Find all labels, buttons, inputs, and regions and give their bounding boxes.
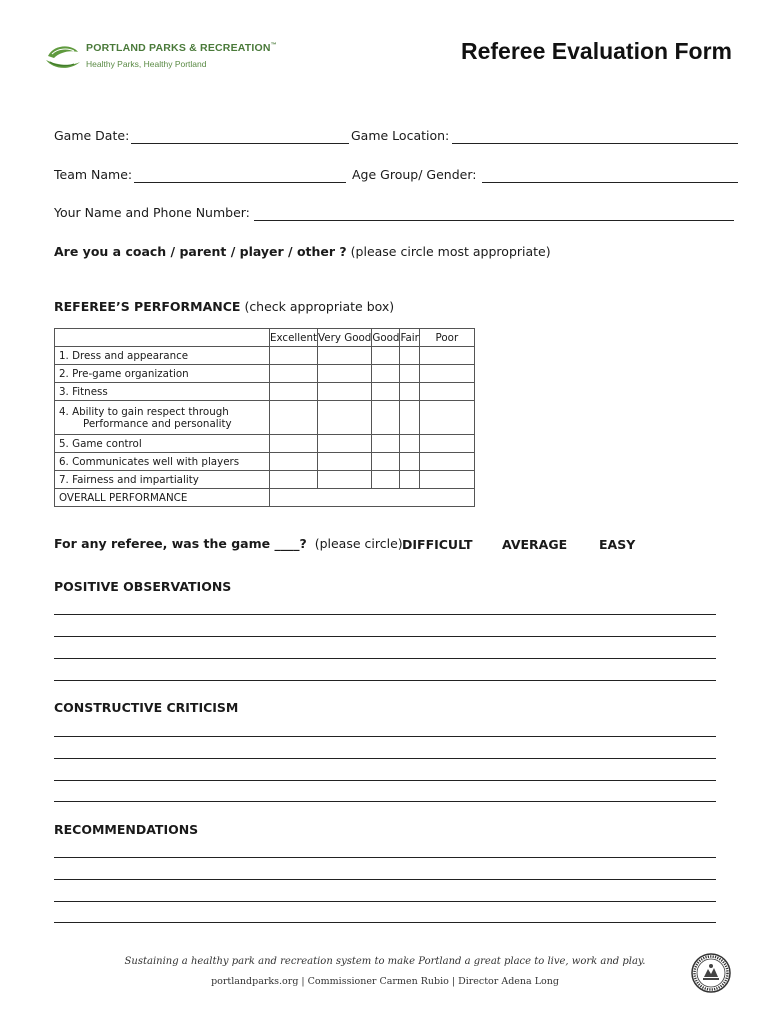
table-row (55, 383, 475, 401)
table-row (55, 471, 475, 489)
criticism-line[interactable] (54, 780, 716, 781)
criterion-label: 2. Pre-game organization (55, 365, 270, 383)
rating-checkbox[interactable] (318, 471, 372, 489)
rating-checkbox[interactable] (270, 401, 318, 435)
rating-checkbox[interactable] (270, 435, 318, 453)
footer-mission: Sustaining a healthy park and recreation system to make Portland a great place to live, work and play. (124, 956, 646, 967)
recommendation-line[interactable] (54, 879, 716, 880)
rating-header-very-good: Very Good (318, 329, 372, 347)
difficulty-question (54, 536, 403, 551)
criterion-label: 7. Fairness and impartiality (55, 471, 270, 489)
criterion-label: 3. Fitness (55, 383, 270, 401)
rating-checkbox[interactable] (400, 383, 419, 401)
criterion-label: 5. Game control (55, 435, 270, 453)
rating-checkbox[interactable] (400, 453, 419, 471)
positive-line[interactable] (54, 614, 716, 615)
your-name-field[interactable] (254, 220, 734, 221)
rating-checkbox[interactable] (318, 435, 372, 453)
criterion-label: 6. Communicates well with players (55, 453, 270, 471)
rating-checkbox[interactable] (318, 347, 372, 365)
criterion-label: 1. Dress and appearance (55, 347, 270, 365)
footer-contact: portlandparks.org | Commissioner Carmen Rubio | Director Adena Long (211, 976, 559, 987)
performance-heading (54, 299, 394, 314)
rating-checkbox[interactable] (400, 471, 419, 489)
game-date-field[interactable] (131, 143, 349, 144)
age-group-field[interactable] (482, 182, 738, 183)
org-name: PORTLAND PARKS & RECREATION™ (86, 42, 277, 54)
rating-checkbox[interactable] (372, 347, 400, 365)
difficulty-hint: (please circle) (314, 536, 403, 551)
difficulty-option-easy[interactable]: EASY (599, 537, 636, 552)
rating-checkbox[interactable] (419, 365, 474, 383)
rating-checkbox[interactable] (372, 435, 400, 453)
rating-checkbox[interactable] (372, 471, 400, 489)
rating-header-poor: Poor (419, 329, 474, 347)
performance-title: REFEREE’S PERFORMANCE (54, 299, 241, 314)
criticism-line[interactable] (54, 736, 716, 737)
rating-checkbox[interactable] (270, 471, 318, 489)
org-tagline: Healthy Parks, Healthy Portland (86, 59, 207, 69)
rating-checkbox[interactable] (372, 365, 400, 383)
positive-line[interactable] (54, 636, 716, 637)
rating-checkbox[interactable] (318, 453, 372, 471)
rating-checkbox[interactable] (318, 401, 372, 435)
criterion-label-line1: 4. Ability to gain respect through (59, 405, 229, 418)
table-row (55, 489, 475, 507)
difficulty-prompt: For any referee, was the game ____? (54, 536, 307, 551)
difficulty-option-difficult[interactable]: DIFFICULT (402, 537, 473, 552)
performance-table (54, 328, 475, 507)
org-logo (44, 42, 284, 76)
rating-checkbox[interactable] (372, 401, 400, 435)
positive-observations-heading: POSITIVE OBSERVATIONS (54, 579, 232, 594)
leaf-hands-icon (44, 42, 82, 72)
recommendation-line[interactable] (54, 901, 716, 902)
table-row (55, 365, 475, 383)
role-question-hint: (please circle most appropriate) (350, 244, 551, 259)
criteria-header (55, 329, 270, 347)
table-row (55, 453, 475, 471)
table-row (55, 435, 475, 453)
game-location-label: Game Location: (351, 128, 450, 143)
rating-checkbox[interactable] (400, 435, 419, 453)
rating-checkbox[interactable] (419, 435, 474, 453)
rating-checkbox[interactable] (400, 365, 419, 383)
criticism-line[interactable] (54, 758, 716, 759)
rating-checkbox[interactable] (270, 347, 318, 365)
table-row (55, 401, 475, 435)
recommendation-line[interactable] (54, 922, 716, 923)
rating-header-good: Good (372, 329, 400, 347)
game-location-field[interactable] (452, 143, 738, 144)
overall-rating-field[interactable] (270, 489, 475, 507)
city-seal-icon (691, 953, 731, 993)
positive-line[interactable] (54, 680, 716, 681)
rating-checkbox[interactable] (400, 347, 419, 365)
rating-checkbox[interactable] (419, 347, 474, 365)
rating-checkbox[interactable] (270, 383, 318, 401)
criticism-line[interactable] (54, 801, 716, 802)
rating-checkbox[interactable] (419, 401, 474, 435)
performance-hint: (check appropriate box) (244, 299, 395, 314)
recommendations-heading: RECOMMENDATIONS (54, 822, 199, 837)
rating-checkbox[interactable] (270, 365, 318, 383)
page-title: Referee Evaluation Form (461, 38, 732, 64)
rating-checkbox[interactable] (419, 453, 474, 471)
rating-checkbox[interactable] (400, 401, 419, 435)
difficulty-option-average[interactable]: AVERAGE (502, 537, 568, 552)
rating-checkbox[interactable] (419, 383, 474, 401)
recommendation-line[interactable] (54, 857, 716, 858)
table-row (55, 347, 475, 365)
overall-label: OVERALL PERFORMANCE (55, 489, 270, 507)
positive-line[interactable] (54, 658, 716, 659)
role-question (54, 244, 551, 259)
your-name-label: Your Name and Phone Number: (54, 205, 250, 220)
role-question-prompt: Are you a coach / parent / player / other ? (54, 244, 347, 259)
rating-checkbox[interactable] (419, 471, 474, 489)
team-name-field[interactable] (134, 182, 346, 183)
criterion-label (55, 401, 270, 435)
rating-checkbox[interactable] (372, 383, 400, 401)
constructive-criticism-heading: CONSTRUCTIVE CRITICISM (54, 700, 239, 715)
rating-header-excellent: Excellent (270, 329, 318, 347)
rating-header-fair: Fair (400, 329, 419, 347)
team-name-label: Team Name: (54, 167, 133, 182)
rating-checkbox[interactable] (318, 383, 372, 401)
age-group-label: Age Group/ Gender: (352, 167, 477, 182)
rating-checkbox[interactable] (270, 453, 318, 471)
table-header-row (55, 329, 475, 347)
game-date-label: Game Date: (54, 128, 130, 143)
rating-checkbox[interactable] (318, 365, 372, 383)
criterion-label-line2: Performance and personality (83, 417, 232, 430)
rating-checkbox[interactable] (372, 453, 400, 471)
